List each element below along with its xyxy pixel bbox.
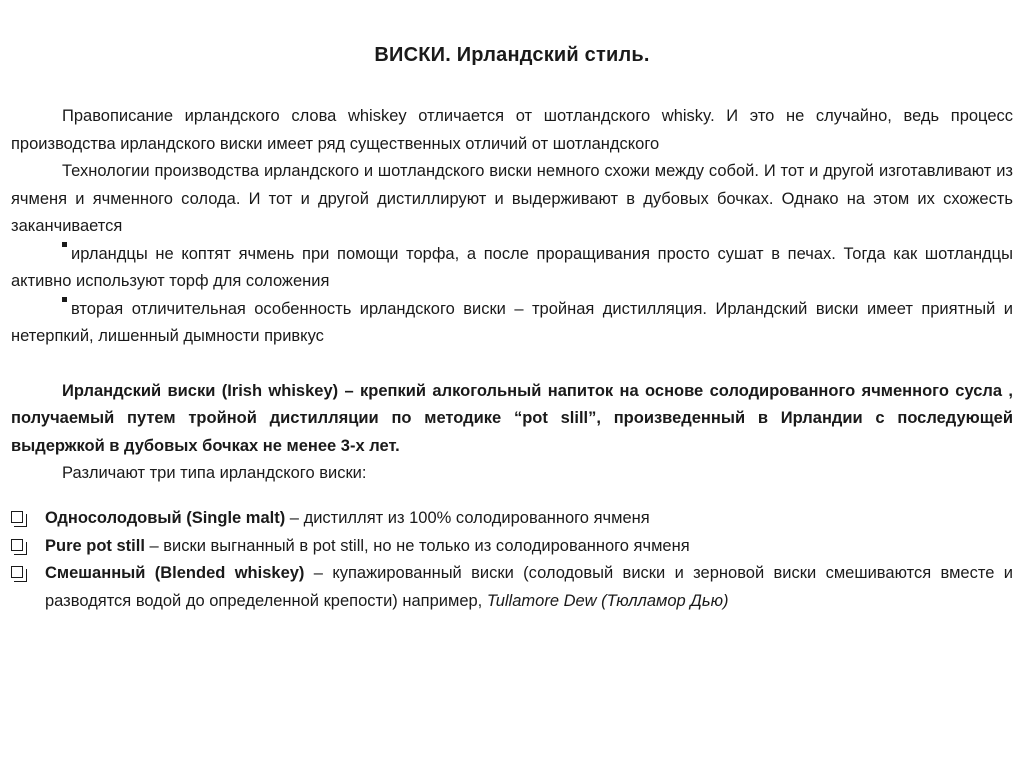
square-bullet-icon bbox=[62, 242, 67, 247]
type-name: Pure pot still bbox=[45, 536, 145, 555]
type-desc: – виски выгнанный в pot still, но не только из солодированного ячменя bbox=[144, 536, 690, 555]
paragraph-types-intro: Различают три типа ирландского виски: bbox=[62, 464, 367, 482]
checkbox-bullet-icon bbox=[11, 511, 23, 523]
bullet-text: вторая отличительная особенность ирландского виски – тройная дистилляция. Ирландский виски имеет приятный и нетерпкий, лишенный дымности привкус bbox=[11, 299, 1013, 345]
type-desc: – купажированный виски (солодовый виски и зерновой виски смешиваются вместе и разводятся водой до определенной крепости) например, bbox=[45, 564, 1013, 610]
type-example: Tullamore Dew (Тюлламор Дью) bbox=[486, 591, 729, 610]
list-item bbox=[11, 533, 1013, 561]
paragraph-technology: Технологии производства ирландского и шотландского виски немного схожи между собой. И тот и другой изготавливают из ячменя и ячменного солода. И тот и другой дистиллируют и выдерживают в дубовых бочках. Однако на этом их схожесть заканчивается bbox=[11, 162, 1013, 235]
square-bullet-icon bbox=[62, 297, 67, 302]
checkbox-bullet-icon bbox=[11, 539, 23, 551]
list-item bbox=[11, 505, 1013, 533]
type-name: Смешанный (Blended whiskey) bbox=[45, 564, 305, 582]
checkbox-bullet-icon bbox=[11, 566, 23, 578]
types-list bbox=[11, 505, 1013, 615]
bullet-text: ирландцы не коптят ячмень при помощи торфа, а после проращивания просто сушат в печах. Тогда как шотландцы активно используют торф для соложения bbox=[11, 244, 1013, 290]
text-body bbox=[11, 103, 1013, 488]
bullet-item-peat bbox=[11, 241, 1013, 296]
type-name: Односолодовый (Single malt) bbox=[45, 509, 286, 527]
bullet-item-distillation bbox=[11, 296, 1013, 351]
page-title: ВИСКИ. Ирландский стиль. bbox=[374, 44, 650, 66]
type-desc: – дистиллят из 100% солодированного ячменя bbox=[285, 509, 650, 527]
list-item bbox=[11, 560, 1013, 615]
paragraph-spelling: Правописание ирландского слова whiskey отличается от шотландского whisky. И это не случайно, ведь процесс производства ирландского виски имеет ряд существенных отличий от шотландского bbox=[11, 107, 1013, 153]
paragraph-definition: Ирландский виски (Irish whiskey) – крепкий алкогольный напиток на основе солодированного ячменного сусла , получаемый путем тройной дистилляции по методике “pot slill”, произведенный в Ирландии с последующей выдержкой в дубовых бочках не менее 3-х лет. bbox=[11, 381, 1013, 455]
